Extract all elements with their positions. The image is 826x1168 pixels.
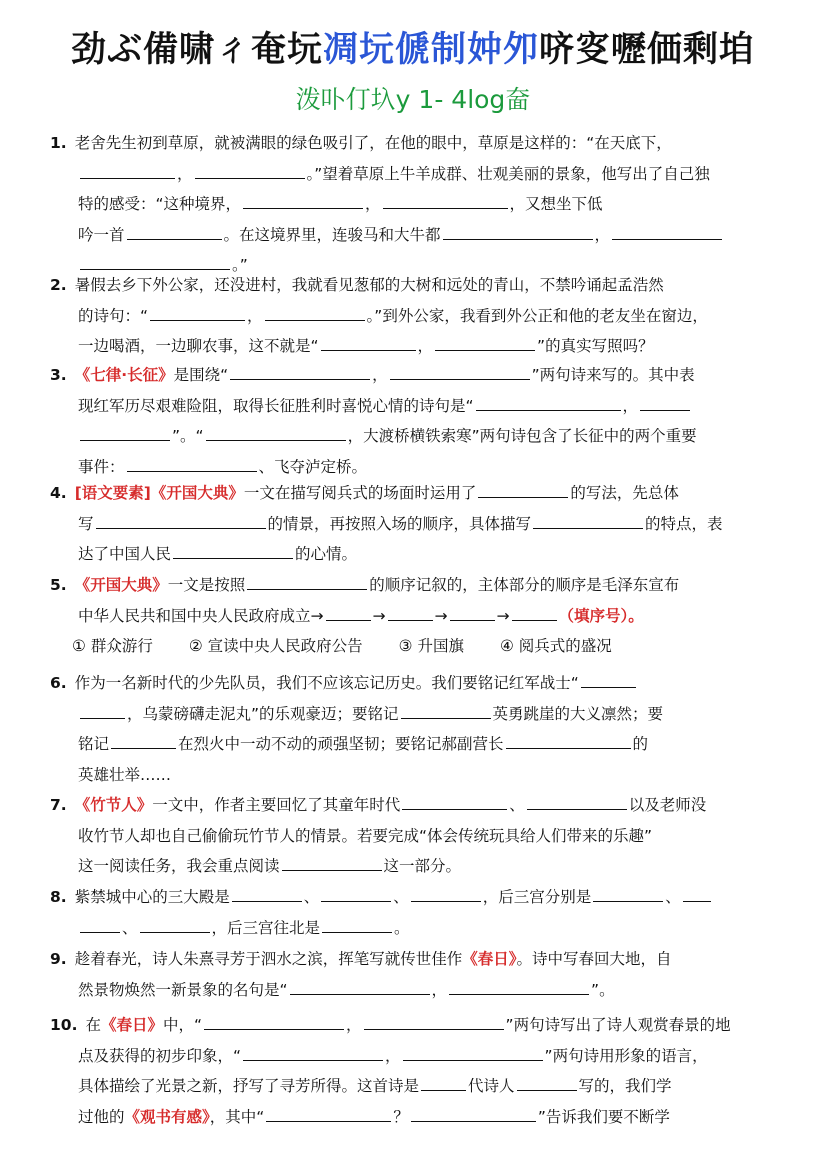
lesson-title: 《开国大典》 [74, 576, 168, 594]
answer-blank[interactable] [527, 808, 627, 810]
answer-blank[interactable] [683, 900, 711, 902]
answer-blank[interactable] [321, 900, 391, 902]
q-text: 英勇跳崖的大义凛然；要 [492, 704, 664, 723]
answer-blank[interactable] [449, 993, 589, 995]
answer-blank[interactable] [640, 409, 690, 411]
question-number: 2. [50, 276, 67, 294]
answer-blank[interactable] [321, 349, 416, 351]
arrow: → [372, 606, 386, 625]
q-text: 中华人民共和国中央人民政府成立 [78, 606, 311, 625]
q-text: 的写法，先总体 [570, 484, 679, 502]
q-text: 的心情。 [295, 545, 358, 563]
arrow: → [310, 606, 324, 625]
q-text: 的顺序记叙的，主体部分的顺序是毛泽东宣布 [369, 576, 680, 594]
arrow: → [496, 606, 510, 625]
answer-blank[interactable] [282, 869, 382, 871]
q-text: 老舍先生初到草原，就被满眼的绿色吸引了，在他的眼中，草原是这样的：“在天底下， [74, 134, 672, 152]
q-text: 这一阅读任务，我会重点阅读 [78, 857, 280, 875]
answer-blank[interactable] [204, 1028, 344, 1030]
answer-blank[interactable] [127, 238, 222, 240]
question-number: 5. [50, 576, 67, 594]
q-text: 特的感受：“这种境界， [78, 195, 242, 213]
answer-blank[interactable] [411, 900, 481, 902]
page-subtitle: 泼卟仃圦y 1- 4log奤 [295, 85, 531, 114]
answer-blank[interactable] [111, 747, 176, 749]
q-text: ， [417, 337, 434, 355]
q-text: 在 [85, 1016, 101, 1034]
q-text: 的情景，再按照入场的顺序，具体描写 [267, 514, 532, 533]
answer-blank[interactable] [80, 717, 125, 719]
q-text: 的诗句：“ [78, 306, 149, 325]
answer-blank[interactable] [195, 177, 305, 179]
question-1 [50, 128, 785, 281]
q-text: 、飞夺泸定桥。 [258, 457, 368, 476]
q-text: 暑假去乡下外公家，还没进村，我就看见葱郁的大树和远处的青山，不禁吟诵起孟浩然 [74, 276, 664, 294]
option: ④ 阅兵式的盛况 [499, 637, 612, 655]
answer-blank[interactable] [383, 207, 508, 209]
question-9 [50, 944, 785, 1005]
q-text: ”告诉我们要不断学 [537, 1107, 670, 1126]
q-text: ”两句诗写出了诗人观赏春景的地 [505, 1016, 731, 1034]
q-text: 过他的 [78, 1107, 125, 1126]
q-text: 事件： [78, 457, 125, 476]
answer-blank[interactable] [232, 900, 302, 902]
arrow: → [434, 606, 448, 625]
question-number: 4. [50, 484, 67, 502]
option: ① 群众游行 [72, 637, 153, 655]
answer-blank[interactable] [247, 588, 367, 590]
lesson-title: [语文要素]《开国大典》 [74, 484, 244, 502]
title-part-1: 劲ぶ備啸ㄔ奄坃 [70, 30, 323, 70]
answer-blank[interactable] [517, 1089, 577, 1091]
answer-blank[interactable] [230, 378, 370, 380]
q-text: 写 [78, 514, 94, 533]
title-part-3: 哜叜嚦価剩垍 [539, 30, 756, 70]
answer-blank[interactable] [265, 319, 365, 321]
q-text: 以及老师没 [628, 796, 707, 814]
q-text: 英雄壮举…… [78, 765, 172, 784]
answer-blank[interactable] [411, 1120, 536, 1122]
q-text: 这一部分。 [383, 857, 462, 875]
q-text: ， [385, 1046, 401, 1065]
q-text: ， [372, 366, 388, 384]
q-text: 具体描绘了光景之新，抒写了寻芳所得。这首诗是 [78, 1077, 420, 1095]
answer-blank[interactable] [80, 439, 170, 441]
question-6 [50, 668, 785, 790]
q-text: 一文在描写阅兵式的场面时运用了 [243, 484, 477, 502]
q-text: 现红军历尽艰难险阻，取得长征胜利时喜悦心情的诗句是“ [78, 396, 474, 415]
answer-blank[interactable] [581, 686, 636, 688]
q-text: 一文中，作者主要回忆了其童年时代 [152, 796, 401, 814]
answer-blank[interactable] [478, 496, 568, 498]
q-text: 收竹节人却也自己偷偷玩竹节人的情景。若要完成“体会传统玩具给人们带来的乐趣” [78, 826, 653, 845]
answer-blank[interactable] [612, 238, 722, 240]
answer-blank[interactable] [80, 177, 175, 179]
option: ③ 升国旗 [398, 637, 464, 655]
q-text: 是围绕“ [173, 366, 229, 384]
question-4 [50, 478, 785, 570]
q-text: 。”望着草原上牛羊成群、壮观美丽的景象，他写出了自己独 [306, 164, 710, 183]
q-text: 在烈火中一动不动的顽强坚韧；要铭记郝副营长 [178, 735, 504, 753]
answer-blank[interactable] [206, 439, 346, 441]
page-title [0, 22, 826, 72]
answer-blank[interactable] [80, 931, 120, 933]
q-text: 。” [232, 256, 248, 274]
q-text: 点及获得的初步印象，“ [78, 1046, 242, 1065]
q-text: ， [247, 306, 263, 325]
q-text: 。诗中写春回大地，自 [516, 950, 672, 968]
answer-blank[interactable] [173, 557, 293, 559]
q-text: 、 [665, 888, 681, 906]
q-text: ，大渡桥横铁索寒”两句诗包含了长征中的两个重要 [347, 427, 697, 445]
q-text: ， [622, 396, 639, 415]
q-text: 达了中国人民 [78, 545, 172, 563]
answer-blank[interactable] [290, 993, 430, 995]
q-text: 。在这境界里，连骏马和大牛都 [223, 225, 441, 244]
question-10 [50, 1010, 785, 1132]
q-text: 代诗人 [468, 1077, 515, 1095]
question-7 [50, 790, 785, 882]
answer-blank[interactable] [243, 1059, 383, 1061]
answer-blank[interactable] [388, 619, 433, 621]
answer-blank[interactable] [401, 717, 491, 719]
q-text: 然景物焕然一新景象的名句是“ [78, 980, 288, 999]
answer-blank[interactable] [421, 1089, 466, 1091]
lesson-title: 《春日》 [100, 1016, 163, 1034]
q-text: 铭记 [78, 735, 110, 753]
question-number: 8. [50, 888, 67, 906]
q-text: 趁着春光，诗人朱熹寻芳于泗水之滨，挥笔写就传世佳作 [74, 950, 463, 968]
q-text: 作为一名新时代的少先队员，我们不应该忘记历史。我们要铭记红军战士“ [74, 674, 579, 692]
q-text: ， [594, 225, 611, 244]
answer-blank[interactable] [506, 747, 631, 749]
q-text: ，乌蒙磅礴走泥丸”的乐观豪迈；要铭记 [127, 704, 399, 723]
answer-blank[interactable] [402, 808, 507, 810]
question-number: 1. [50, 134, 67, 152]
q-text: ？ [393, 1107, 409, 1126]
answer-blank[interactable] [476, 409, 621, 411]
q-text: ， [346, 1016, 362, 1034]
options [72, 637, 648, 655]
q-text: ”的真实写照吗？ [537, 337, 654, 355]
answer-blank[interactable] [326, 619, 371, 621]
q-text: 、 [509, 796, 525, 814]
answer-blank[interactable] [322, 931, 392, 933]
q-text: 的特点，表 [645, 514, 723, 533]
lesson-title: 《竹节人》 [74, 796, 153, 814]
q-text: 吟一首 [78, 225, 125, 244]
instruction: （填序号）。 [558, 606, 644, 625]
answer-blank[interactable] [390, 378, 530, 380]
q-text: ”。 [591, 980, 615, 999]
question-3 [50, 360, 785, 482]
question-number: 9. [50, 950, 67, 968]
q-text: 。”到外公家，我看到外公正和他的老友坐在窗边， [366, 306, 708, 325]
q-text: 。 [394, 918, 410, 937]
q-text: ，后三宫往北是 [211, 918, 321, 937]
q-text: ，又想坐下低 [509, 195, 603, 213]
answer-blank[interactable] [150, 319, 245, 321]
option: ② 宣读中央人民政府公告 [188, 637, 363, 655]
answer-blank[interactable] [593, 900, 663, 902]
q-text: 中，“ [163, 1016, 203, 1034]
lesson-title: 《春日》 [462, 950, 517, 968]
question-number: 10. [50, 1016, 78, 1034]
q-text: ”两句诗用形象的语言， [544, 1046, 708, 1065]
q-text: ， [365, 195, 381, 213]
q-text: 紫禁城中心的三大殿是 [74, 888, 230, 906]
q-text: ”两句诗来写的。其中表 [531, 366, 695, 384]
answer-blank[interactable] [266, 1120, 391, 1122]
answer-blank[interactable] [435, 349, 535, 351]
q-text: 、 [122, 918, 138, 937]
question-8 [50, 882, 785, 943]
q-text: ，其中“ [209, 1107, 265, 1126]
q-text: 、 [393, 888, 409, 906]
answer-blank[interactable] [512, 619, 557, 621]
answer-blank[interactable] [96, 527, 266, 529]
question-number: 7. [50, 796, 67, 814]
answer-blank[interactable] [140, 931, 210, 933]
q-text: ”。“ [172, 427, 204, 445]
lesson-title: 《七律·长征》 [74, 366, 174, 384]
q-text: ，后三宫分别是 [482, 888, 592, 906]
answer-blank[interactable] [364, 1028, 504, 1030]
q-text: ， [431, 980, 448, 999]
question-number: 3. [50, 366, 67, 384]
answer-blank[interactable] [533, 527, 643, 529]
answer-blank[interactable] [443, 238, 593, 240]
q-text: 、 [303, 888, 320, 906]
question-2 [50, 270, 785, 362]
lesson-title: 《观书有感》 [124, 1107, 210, 1126]
answer-blank[interactable] [127, 470, 257, 472]
question-5 [50, 570, 785, 662]
answer-blank[interactable] [450, 619, 495, 621]
q-text: 的 [632, 735, 649, 753]
q-text: 一文是按照 [167, 576, 246, 594]
question-number: 6. [50, 674, 67, 692]
q-text: ， [177, 164, 193, 183]
q-text: 一边喝酒，一边聊农事，这不就是“ [78, 337, 319, 355]
title-highlight: 凋坃傂制妕夘 [322, 30, 539, 70]
q-text: 写的，我们学 [578, 1077, 672, 1095]
answer-blank[interactable] [403, 1059, 543, 1061]
answer-blank[interactable] [243, 207, 363, 209]
